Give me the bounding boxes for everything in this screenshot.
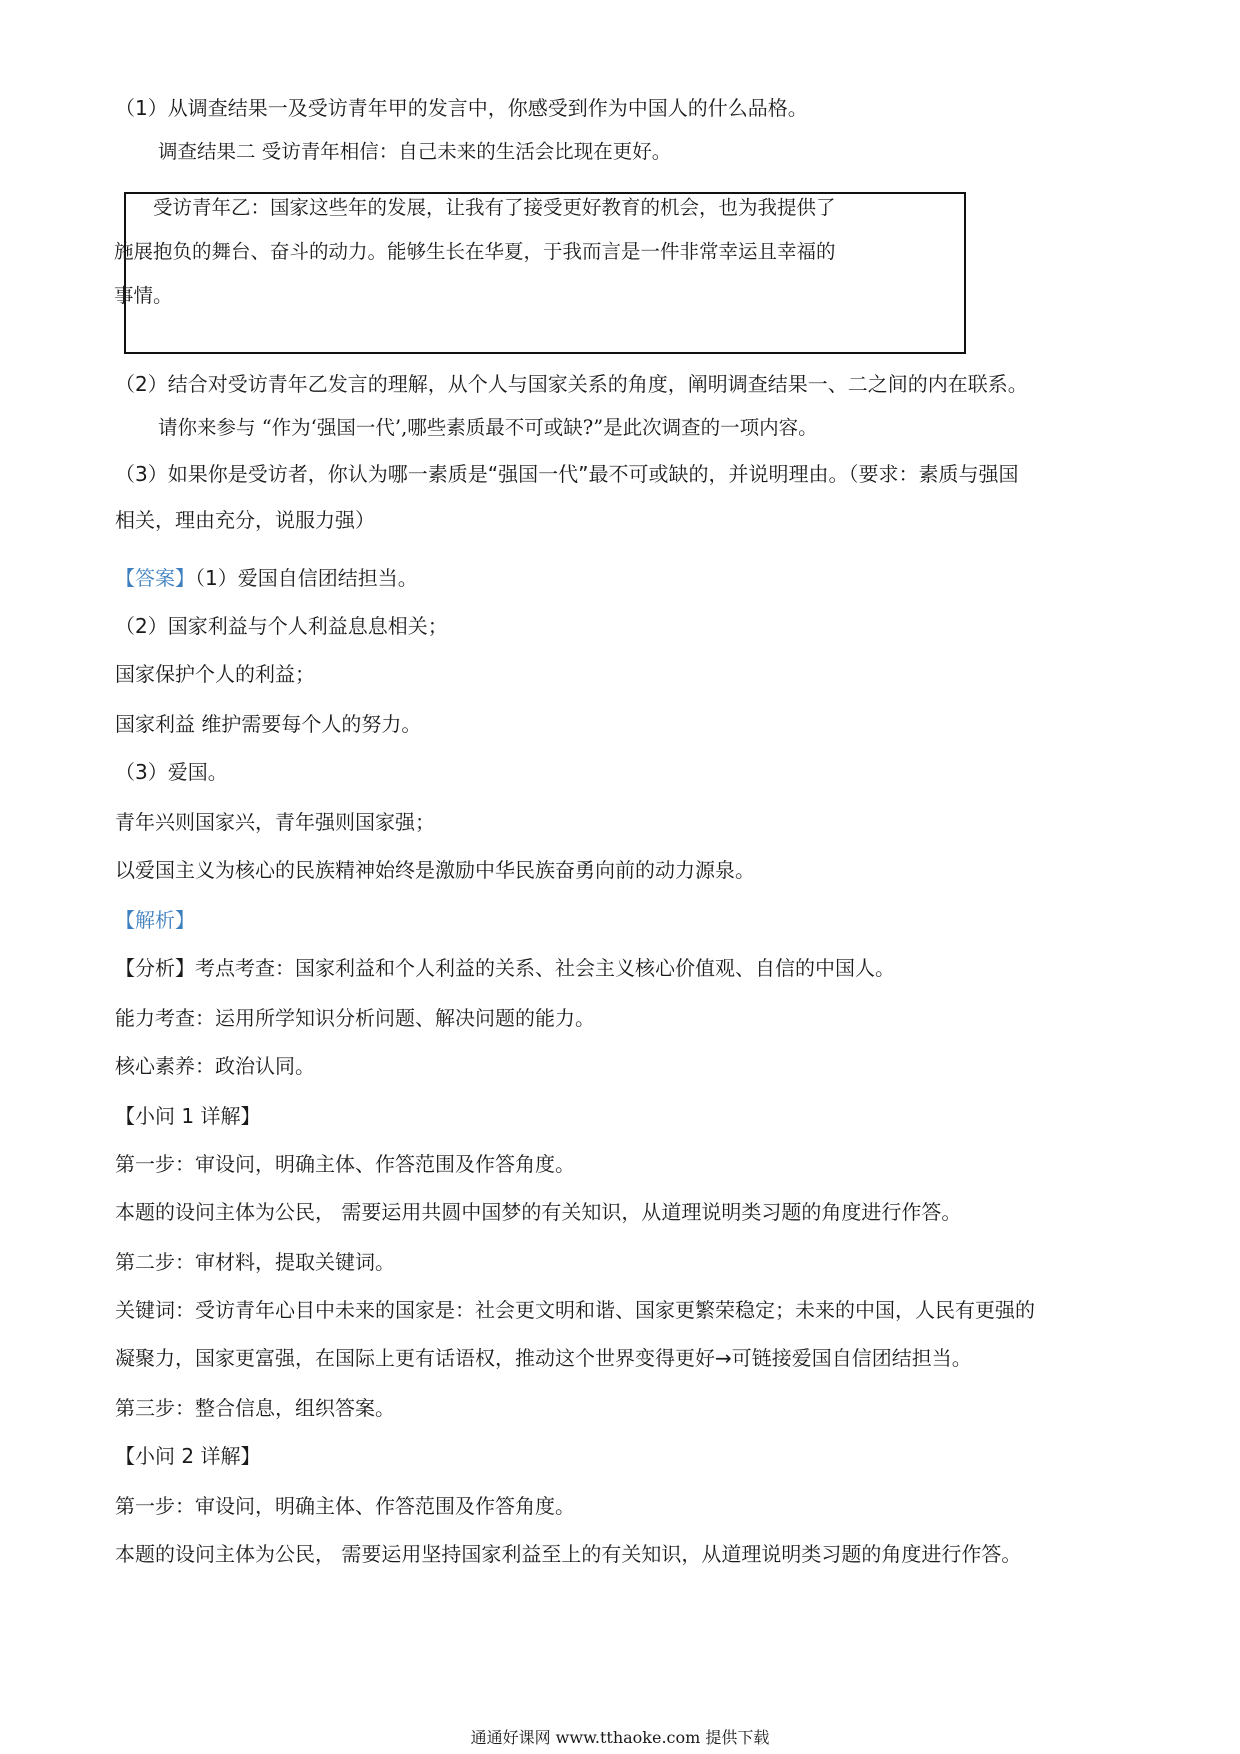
analysis-line-3: 核心素养：政治认同。 xyxy=(115,1054,315,1078)
sq2-step-1-detail: 本题的设问主体为公民， 需要运用坚持国家利益至上的有关知识，从道理说明类习题的角度进行作答。 xyxy=(115,1542,1022,1566)
answer-line-1 xyxy=(115,566,418,590)
answer-tag: 【答案】 xyxy=(115,566,195,590)
answer-text: （1）爱国自信团结担当。 xyxy=(195,566,418,590)
question-3-line-1: （3）如果你是受访者，你认为哪一素质是“强国一代”最不可或缺的，并说明理由。（要求：素质与强国 xyxy=(115,462,1019,486)
keywords-line-1: 关键词：受访青年心目中未来的国家是：社会更文明和谐、国家更繁荣稳定；未来的中国，人民有更强的 xyxy=(115,1298,1035,1322)
question-1: （1）从调查结果一及受访青年甲的发言中，你感受到作为中国人的什么品格。 xyxy=(115,96,808,120)
step-1-detail: 本题的设问主体为公民， 需要运用共圆中国梦的有关知识，从道理说明类习题的角度进行作答。 xyxy=(115,1200,962,1224)
survey-result-2: 调查结果二 受访青年相信：自己未来的生活会比现在更好。 xyxy=(158,140,672,163)
analysis-tag: 【解析】 xyxy=(115,908,195,932)
quote-box xyxy=(114,192,966,354)
step-2: 第二步：审材料，提取关键词。 xyxy=(115,1250,395,1274)
page-footer: 通通好课网 www.tthaoke.com 提供下载 xyxy=(470,1728,770,1747)
quote-line-3: 事情。 xyxy=(114,284,173,307)
keywords-line-2: 凝聚力，国家更富强，在国际上更有话语权，推动这个世界变得更好→可链接爱国自信团结担当。 xyxy=(115,1346,972,1370)
step-3: 第三步：整合信息，组织答案。 xyxy=(115,1396,395,1420)
question-2: （2）结合对受访青年乙发言的理解，从个人与国家关系的角度，阐明调查结果一、二之间的内在联系。 xyxy=(115,372,1028,396)
quote-line-1: 受访青年乙：国家这些年的发展，让我有了接受更好教育的机会，也为我提供了 xyxy=(153,196,836,219)
sq2-step-1: 第一步：审设问，明确主体、作答范围及作答角度。 xyxy=(115,1494,575,1518)
step-1: 第一步：审设问，明确主体、作答范围及作答角度。 xyxy=(115,1152,575,1176)
subquestion-1-heading: 【小问 1 详解】 xyxy=(115,1104,261,1128)
answer-line-5: （3）爱国。 xyxy=(115,760,228,784)
answer-line-7: 以爱国主义为核心的民族精神始终是激励中华民族奋勇向前的动力源泉。 xyxy=(115,858,755,882)
answer-line-2: （2）国家利益与个人利益息息相关； xyxy=(115,614,448,638)
question-3-line-2: 相关，理由充分，说服力强） xyxy=(115,508,375,532)
analysis-line-2: 能力考查：运用所学知识分析问题、解决问题的能力。 xyxy=(115,1006,595,1030)
quote-line-2: 施展抱负的舞台、奋斗的动力。能够生长在华夏，于我而言是一件非常幸运且幸福的 xyxy=(114,240,836,263)
answer-line-3: 国家保护个人的利益； xyxy=(115,662,315,686)
analysis-line-1: 【分析】考点考查：国家利益和个人利益的关系、社会主义核心价值观、自信的中国人。 xyxy=(115,956,895,980)
answer-line-4: 国家利益 维护需要每个人的努力。 xyxy=(115,712,422,736)
survey-prompt: 请你来参与 “作为‘强国一代’,哪些素质最不可或缺?”是此次调查的一项内容。 xyxy=(158,416,818,439)
answer-line-6: 青年兴则国家兴，青年强则国家强； xyxy=(115,810,435,834)
subquestion-2-heading: 【小问 2 详解】 xyxy=(115,1444,261,1468)
